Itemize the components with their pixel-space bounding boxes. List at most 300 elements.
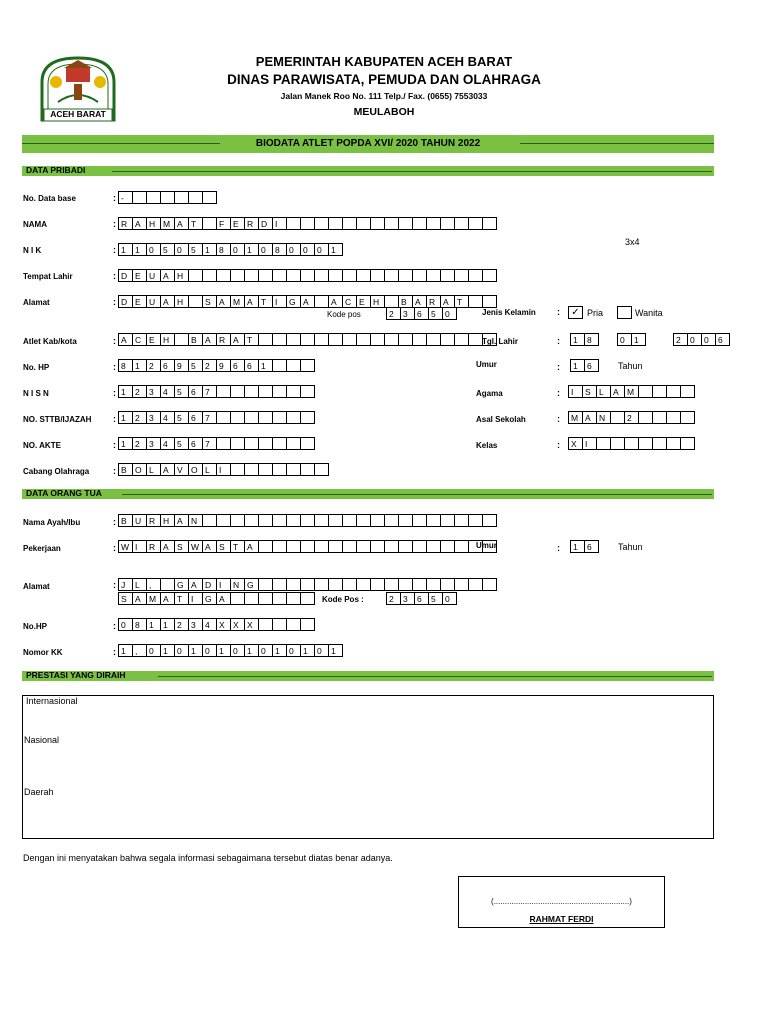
char-box[interactable] xyxy=(482,295,497,308)
char-box[interactable] xyxy=(342,578,357,591)
char-box[interactable]: , xyxy=(132,644,147,657)
char-box[interactable]: 2 xyxy=(132,437,147,450)
char-box[interactable] xyxy=(244,411,259,424)
char-box[interactable] xyxy=(272,385,287,398)
char-box[interactable] xyxy=(638,411,653,424)
char-box[interactable]: B xyxy=(118,514,133,527)
char-box[interactable] xyxy=(244,463,259,476)
char-box[interactable]: 3 xyxy=(146,437,161,450)
char-box[interactable]: I xyxy=(188,592,203,605)
char-box[interactable]: 1 xyxy=(202,243,217,256)
char-box[interactable] xyxy=(160,578,175,591)
char-box[interactable]: 9 xyxy=(174,359,189,372)
char-box[interactable] xyxy=(174,191,189,204)
char-box[interactable] xyxy=(258,540,273,553)
field-pekerjaan[interactable] xyxy=(118,540,497,553)
char-box[interactable]: 2 xyxy=(202,359,217,372)
char-box[interactable] xyxy=(258,269,273,282)
char-box[interactable]: A xyxy=(118,333,133,346)
char-box[interactable] xyxy=(258,592,273,605)
char-box[interactable]: B xyxy=(398,295,413,308)
char-box[interactable] xyxy=(328,217,343,230)
char-box[interactable]: H xyxy=(174,295,189,308)
char-box[interactable]: T xyxy=(244,333,259,346)
char-box[interactable] xyxy=(230,592,245,605)
char-box[interactable]: 0 xyxy=(258,644,273,657)
char-box[interactable] xyxy=(300,385,315,398)
char-box[interactable]: T xyxy=(454,295,469,308)
char-box[interactable]: 1 xyxy=(570,333,585,346)
char-box[interactable]: 6 xyxy=(188,385,203,398)
char-box[interactable] xyxy=(230,411,245,424)
char-box[interactable] xyxy=(370,333,385,346)
field-umur-ortu[interactable] xyxy=(570,540,599,553)
field-sttb[interactable] xyxy=(118,411,315,424)
char-box[interactable]: A xyxy=(202,333,217,346)
char-box[interactable] xyxy=(300,269,315,282)
char-box[interactable] xyxy=(610,411,625,424)
char-box[interactable]: W xyxy=(118,540,133,553)
char-box[interactable] xyxy=(398,269,413,282)
char-box[interactable] xyxy=(398,578,413,591)
char-box[interactable] xyxy=(272,540,287,553)
char-box[interactable]: I xyxy=(582,437,597,450)
char-box[interactable]: 5 xyxy=(188,359,203,372)
char-box[interactable]: I xyxy=(272,295,287,308)
char-box[interactable]: 0 xyxy=(174,243,189,256)
char-box[interactable]: A xyxy=(132,217,147,230)
char-box[interactable] xyxy=(426,540,441,553)
char-box[interactable]: E xyxy=(132,295,147,308)
char-box[interactable]: 0 xyxy=(286,243,301,256)
char-box[interactable] xyxy=(468,333,483,346)
char-box[interactable] xyxy=(188,269,203,282)
char-box[interactable]: S xyxy=(582,385,597,398)
char-box[interactable]: 6 xyxy=(244,359,259,372)
char-box[interactable] xyxy=(272,437,287,450)
char-box[interactable]: 3 xyxy=(146,411,161,424)
char-box[interactable]: D xyxy=(258,217,273,230)
char-box[interactable] xyxy=(202,217,217,230)
char-box[interactable]: 0 xyxy=(314,644,329,657)
char-box[interactable] xyxy=(680,385,695,398)
char-box[interactable]: 0 xyxy=(314,243,329,256)
char-box[interactable]: 2 xyxy=(624,411,639,424)
char-box[interactable]: 2 xyxy=(386,307,401,320)
char-box[interactable]: 0 xyxy=(442,307,457,320)
char-box[interactable]: 2 xyxy=(132,385,147,398)
char-box[interactable]: 7 xyxy=(202,385,217,398)
char-box[interactable]: R xyxy=(146,514,161,527)
char-box[interactable] xyxy=(300,437,315,450)
char-box[interactable]: B xyxy=(118,463,133,476)
char-box[interactable] xyxy=(652,437,667,450)
char-box[interactable] xyxy=(216,385,231,398)
char-box[interactable]: , xyxy=(146,578,161,591)
char-box[interactable] xyxy=(244,437,259,450)
char-box[interactable]: 5 xyxy=(174,385,189,398)
char-box[interactable]: 4 xyxy=(160,385,175,398)
char-box[interactable]: 5 xyxy=(428,307,443,320)
char-box[interactable] xyxy=(468,295,483,308)
char-box[interactable]: A xyxy=(244,540,259,553)
char-box[interactable]: O xyxy=(188,463,203,476)
char-box[interactable]: C xyxy=(132,333,147,346)
char-box[interactable]: H xyxy=(160,514,175,527)
char-box[interactable] xyxy=(286,514,301,527)
char-box[interactable]: N xyxy=(230,578,245,591)
char-box[interactable]: 6 xyxy=(414,592,429,605)
char-box[interactable]: 1 xyxy=(146,618,161,631)
char-box[interactable]: T xyxy=(188,217,203,230)
char-box[interactable]: L xyxy=(202,463,217,476)
char-box[interactable]: S xyxy=(174,540,189,553)
char-box[interactable] xyxy=(160,191,175,204)
char-box[interactable]: 2 xyxy=(132,411,147,424)
char-box[interactable] xyxy=(258,514,273,527)
char-box[interactable] xyxy=(624,437,639,450)
checkbox-wanita[interactable] xyxy=(617,306,632,319)
char-box[interactable] xyxy=(272,411,287,424)
char-box[interactable]: U xyxy=(132,514,147,527)
char-box[interactable] xyxy=(286,333,301,346)
char-box[interactable]: L xyxy=(146,463,161,476)
char-box[interactable] xyxy=(370,269,385,282)
char-box[interactable] xyxy=(258,411,273,424)
char-box[interactable]: M xyxy=(624,385,639,398)
char-box[interactable]: B xyxy=(188,333,203,346)
char-box[interactable] xyxy=(652,411,667,424)
field-tempat-lahir[interactable] xyxy=(118,269,497,282)
char-box[interactable] xyxy=(328,578,343,591)
field-umur[interactable] xyxy=(570,359,599,372)
char-box[interactable]: M xyxy=(568,411,583,424)
char-box[interactable]: H xyxy=(146,217,161,230)
char-box[interactable]: C xyxy=(342,295,357,308)
char-box[interactable] xyxy=(412,540,427,553)
char-box[interactable] xyxy=(258,385,273,398)
char-box[interactable]: A xyxy=(216,295,231,308)
char-box[interactable] xyxy=(356,578,371,591)
char-box[interactable] xyxy=(370,578,385,591)
char-box[interactable]: U xyxy=(146,269,161,282)
char-box[interactable]: 0 xyxy=(701,333,716,346)
char-box[interactable]: 1 xyxy=(118,644,133,657)
char-box[interactable] xyxy=(300,463,315,476)
char-box[interactable]: 0 xyxy=(617,333,632,346)
char-box[interactable] xyxy=(398,217,413,230)
char-box[interactable]: 6 xyxy=(584,359,599,372)
char-box[interactable] xyxy=(328,269,343,282)
char-box[interactable]: 0 xyxy=(202,644,217,657)
char-box[interactable] xyxy=(258,333,273,346)
char-box[interactable]: - xyxy=(118,191,133,204)
char-box[interactable]: N xyxy=(188,514,203,527)
char-box[interactable]: A xyxy=(230,333,245,346)
char-box[interactable]: E xyxy=(356,295,371,308)
char-box[interactable] xyxy=(272,359,287,372)
char-box[interactable]: 1 xyxy=(328,243,343,256)
char-box[interactable]: 2 xyxy=(146,359,161,372)
char-box[interactable] xyxy=(398,333,413,346)
char-box[interactable] xyxy=(356,540,371,553)
char-box[interactable] xyxy=(610,437,625,450)
char-box[interactable]: E xyxy=(230,217,245,230)
char-box[interactable] xyxy=(272,618,287,631)
char-box[interactable] xyxy=(258,463,273,476)
char-box[interactable] xyxy=(666,437,681,450)
char-box[interactable] xyxy=(328,540,343,553)
char-box[interactable] xyxy=(300,540,315,553)
char-box[interactable] xyxy=(468,217,483,230)
field-alamat-ortu-2[interactable] xyxy=(118,592,315,605)
char-box[interactable] xyxy=(314,463,329,476)
char-box[interactable]: I xyxy=(216,578,231,591)
char-box[interactable] xyxy=(412,269,427,282)
char-box[interactable]: 1 xyxy=(570,359,585,372)
char-box[interactable]: X xyxy=(568,437,583,450)
char-box[interactable]: M xyxy=(160,217,175,230)
char-box[interactable]: G xyxy=(244,578,259,591)
field-kk[interactable] xyxy=(118,644,343,657)
char-box[interactable]: A xyxy=(582,411,597,424)
char-box[interactable] xyxy=(202,514,217,527)
field-tgl-day[interactable] xyxy=(570,333,599,346)
char-box[interactable] xyxy=(440,578,455,591)
char-box[interactable]: A xyxy=(160,463,175,476)
char-box[interactable] xyxy=(384,578,399,591)
char-box[interactable]: 1 xyxy=(160,644,175,657)
char-box[interactable]: A xyxy=(160,295,175,308)
char-box[interactable]: S xyxy=(216,540,231,553)
char-box[interactable] xyxy=(468,514,483,527)
char-box[interactable] xyxy=(244,592,259,605)
char-box[interactable]: H xyxy=(174,269,189,282)
char-box[interactable]: 4 xyxy=(202,618,217,631)
char-box[interactable] xyxy=(440,514,455,527)
char-box[interactable]: G xyxy=(286,295,301,308)
char-box[interactable]: R xyxy=(244,217,259,230)
char-box[interactable]: X xyxy=(230,618,245,631)
char-box[interactable] xyxy=(230,514,245,527)
char-box[interactable]: 1 xyxy=(272,644,287,657)
char-box[interactable]: 1 xyxy=(118,411,133,424)
char-box[interactable] xyxy=(342,333,357,346)
char-box[interactable]: M xyxy=(146,592,161,605)
char-box[interactable] xyxy=(384,217,399,230)
char-box[interactable]: 8 xyxy=(132,618,147,631)
char-box[interactable]: 2 xyxy=(174,618,189,631)
char-box[interactable] xyxy=(454,578,469,591)
char-box[interactable] xyxy=(272,514,287,527)
char-box[interactable]: 3 xyxy=(188,618,203,631)
char-box[interactable] xyxy=(356,269,371,282)
char-box[interactable]: 7 xyxy=(202,411,217,424)
char-box[interactable]: 1 xyxy=(570,540,585,553)
char-box[interactable]: A xyxy=(440,295,455,308)
char-box[interactable]: 5 xyxy=(188,243,203,256)
char-box[interactable] xyxy=(412,217,427,230)
char-box[interactable]: D xyxy=(202,578,217,591)
char-box[interactable]: 0 xyxy=(442,592,457,605)
char-box[interactable] xyxy=(426,269,441,282)
char-box[interactable] xyxy=(244,385,259,398)
char-box[interactable]: 0 xyxy=(230,243,245,256)
char-box[interactable]: 5 xyxy=(160,243,175,256)
char-box[interactable] xyxy=(356,333,371,346)
char-box[interactable]: J xyxy=(118,578,133,591)
char-box[interactable] xyxy=(426,217,441,230)
char-box[interactable]: 1 xyxy=(258,359,273,372)
char-box[interactable] xyxy=(132,191,147,204)
char-box[interactable] xyxy=(314,295,329,308)
char-box[interactable] xyxy=(188,191,203,204)
char-box[interactable] xyxy=(286,592,301,605)
char-box[interactable]: A xyxy=(328,295,343,308)
char-box[interactable] xyxy=(342,269,357,282)
char-box[interactable]: A xyxy=(160,592,175,605)
char-box[interactable] xyxy=(454,217,469,230)
char-box[interactable]: D xyxy=(118,295,133,308)
char-box[interactable] xyxy=(454,333,469,346)
field-kelas[interactable] xyxy=(568,437,695,450)
field-nama[interactable] xyxy=(118,217,497,230)
char-box[interactable] xyxy=(258,618,273,631)
char-box[interactable]: A xyxy=(412,295,427,308)
char-box[interactable] xyxy=(454,269,469,282)
char-box[interactable] xyxy=(314,540,329,553)
char-box[interactable] xyxy=(638,437,653,450)
char-box[interactable]: 0 xyxy=(174,644,189,657)
char-box[interactable] xyxy=(426,578,441,591)
char-box[interactable] xyxy=(468,269,483,282)
char-box[interactable] xyxy=(244,514,259,527)
char-box[interactable]: 8 xyxy=(272,243,287,256)
char-box[interactable]: A xyxy=(244,295,259,308)
char-box[interactable] xyxy=(300,333,315,346)
field-tgl-year[interactable] xyxy=(673,333,730,346)
char-box[interactable]: 8 xyxy=(216,243,231,256)
char-box[interactable] xyxy=(314,269,329,282)
char-box[interactable]: 2 xyxy=(386,592,401,605)
char-box[interactable] xyxy=(300,618,315,631)
char-box[interactable] xyxy=(384,540,399,553)
char-box[interactable] xyxy=(174,333,189,346)
char-box[interactable] xyxy=(454,540,469,553)
char-box[interactable]: A xyxy=(216,592,231,605)
char-box[interactable]: 1 xyxy=(244,243,259,256)
char-box[interactable] xyxy=(384,514,399,527)
char-box[interactable] xyxy=(482,217,497,230)
char-box[interactable] xyxy=(328,333,343,346)
char-box[interactable] xyxy=(272,463,287,476)
field-agama[interactable] xyxy=(568,385,695,398)
char-box[interactable]: 4 xyxy=(160,411,175,424)
char-box[interactable] xyxy=(666,411,681,424)
char-box[interactable]: 1 xyxy=(118,243,133,256)
char-box[interactable] xyxy=(370,540,385,553)
field-alamat-ortu-1[interactable] xyxy=(118,578,497,591)
char-box[interactable]: 3 xyxy=(146,385,161,398)
char-box[interactable]: 2 xyxy=(673,333,688,346)
field-cabang[interactable] xyxy=(118,463,329,476)
char-box[interactable]: F xyxy=(216,217,231,230)
char-box[interactable]: 0 xyxy=(230,644,245,657)
field-kode-pos-ortu[interactable] xyxy=(386,592,457,605)
char-box[interactable]: I xyxy=(132,540,147,553)
char-box[interactable]: W xyxy=(188,540,203,553)
field-nama-ayah[interactable] xyxy=(118,514,497,527)
char-box[interactable] xyxy=(666,385,681,398)
char-box[interactable] xyxy=(384,269,399,282)
char-box[interactable]: 1 xyxy=(118,437,133,450)
char-box[interactable] xyxy=(652,385,667,398)
char-box[interactable]: 5 xyxy=(428,592,443,605)
char-box[interactable]: 6 xyxy=(230,359,245,372)
char-box[interactable]: 5 xyxy=(174,437,189,450)
char-box[interactable]: 0 xyxy=(118,618,133,631)
char-box[interactable] xyxy=(272,269,287,282)
char-box[interactable] xyxy=(468,578,483,591)
char-box[interactable] xyxy=(286,411,301,424)
char-box[interactable] xyxy=(286,463,301,476)
char-box[interactable]: X xyxy=(216,618,231,631)
field-nisn[interactable] xyxy=(118,385,315,398)
char-box[interactable] xyxy=(286,217,301,230)
char-box[interactable]: 0 xyxy=(146,243,161,256)
field-nik[interactable] xyxy=(118,243,343,256)
char-box[interactable] xyxy=(384,333,399,346)
char-box[interactable]: 0 xyxy=(687,333,702,346)
char-box[interactable] xyxy=(638,385,653,398)
char-box[interactable]: G xyxy=(202,592,217,605)
field-atlet-kab[interactable] xyxy=(118,333,497,346)
checkbox-pria[interactable]: ✓ xyxy=(568,306,583,319)
char-box[interactable]: A xyxy=(174,217,189,230)
char-box[interactable] xyxy=(230,269,245,282)
char-box[interactable] xyxy=(482,269,497,282)
char-box[interactable]: R xyxy=(426,295,441,308)
char-box[interactable] xyxy=(482,578,497,591)
char-box[interactable]: 9 xyxy=(216,359,231,372)
char-box[interactable]: V xyxy=(174,463,189,476)
char-box[interactable] xyxy=(188,295,203,308)
char-box[interactable] xyxy=(300,411,315,424)
char-box[interactable]: 1 xyxy=(244,644,259,657)
char-box[interactable] xyxy=(342,217,357,230)
char-box[interactable] xyxy=(440,269,455,282)
char-box[interactable] xyxy=(286,618,301,631)
char-box[interactable] xyxy=(286,385,301,398)
char-box[interactable] xyxy=(300,217,315,230)
char-box[interactable]: 1 xyxy=(160,618,175,631)
char-box[interactable]: 6 xyxy=(414,307,429,320)
char-box[interactable] xyxy=(342,514,357,527)
char-box[interactable] xyxy=(272,592,287,605)
char-box[interactable] xyxy=(314,217,329,230)
char-box[interactable]: 6 xyxy=(188,437,203,450)
char-box[interactable]: 1 xyxy=(132,243,147,256)
char-box[interactable]: 6 xyxy=(584,540,599,553)
char-box[interactable]: I xyxy=(568,385,583,398)
char-box[interactable]: T xyxy=(230,540,245,553)
char-box[interactable]: 7 xyxy=(202,437,217,450)
char-box[interactable] xyxy=(216,514,231,527)
char-box[interactable]: T xyxy=(258,295,273,308)
char-box[interactable]: 6 xyxy=(188,411,203,424)
char-box[interactable]: N xyxy=(596,411,611,424)
field-kode-pos[interactable] xyxy=(386,307,457,320)
